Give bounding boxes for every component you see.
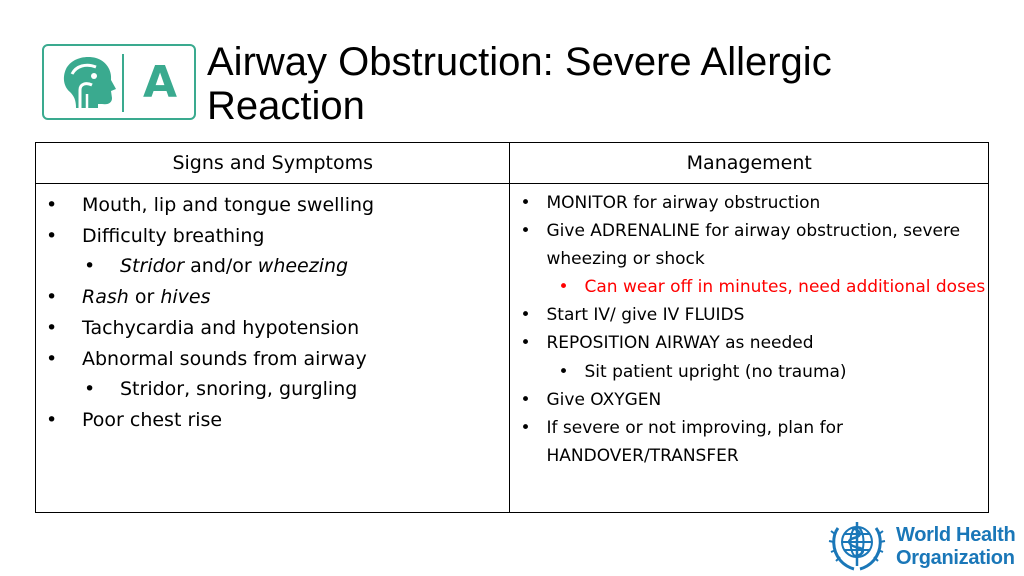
bullet-icon: • (558, 361, 569, 382)
item-text: Rash (82, 286, 129, 309)
list-item (36, 251, 509, 282)
airway-head-icon (56, 54, 118, 112)
who-emblem-icon (826, 516, 888, 574)
item-text: or (128, 286, 161, 309)
list-item (510, 273, 988, 301)
list-item (510, 358, 988, 386)
bullet-icon: • (520, 389, 531, 410)
item-text: Stridor, snoring, gurgling (120, 378, 358, 401)
item-text: Abnormal sounds from airway (82, 347, 367, 370)
item-text: Sit patient upright (no trauma) (584, 361, 847, 382)
signs-management-table (35, 142, 989, 513)
list-item (36, 282, 509, 313)
bullet-icon: • (558, 277, 569, 298)
badge-divider (122, 54, 124, 112)
item-text: Poor chest rise (82, 408, 223, 431)
list-item (510, 301, 988, 329)
table-header-row (36, 143, 989, 184)
airway-badge (42, 44, 196, 120)
management-cell (510, 184, 989, 513)
signs-header: Signs and Symptoms (36, 143, 510, 184)
list-item (36, 374, 509, 405)
list-item (36, 405, 509, 436)
badge-letter: A (142, 57, 178, 108)
list-item (510, 217, 988, 273)
item-text: Give OXYGEN (546, 389, 662, 410)
item-text: hives (160, 286, 211, 309)
bullet-icon: • (520, 333, 531, 354)
bullet-icon: • (520, 193, 531, 213)
bullet-icon: • (46, 316, 58, 339)
item-text: Mouth, lip and tongue swelling (82, 194, 375, 216)
list-item (510, 189, 988, 217)
bullet-icon: • (520, 221, 531, 242)
bullet-icon: • (46, 286, 58, 309)
who-logo-line2: Organization (896, 547, 1015, 569)
list-item (510, 386, 988, 414)
item-text: MONITOR for airway obstruction (546, 193, 821, 213)
bullet-icon: • (46, 224, 58, 247)
bullet-icon: • (520, 305, 531, 326)
who-logo-line1: World Health (896, 524, 1016, 546)
item-text: wheezing (257, 255, 349, 278)
item-text: If severe or not improving, plan for HANDOVER/TRANSFER (546, 417, 843, 466)
bullet-icon: • (46, 408, 58, 431)
management-header: Management (510, 143, 989, 184)
item-text: Stridor (120, 255, 185, 278)
signs-cell (36, 184, 510, 513)
who-logo (826, 516, 1016, 574)
list-item (36, 221, 509, 252)
page-title: Airway Obstruction: Severe Allergic Reaction (207, 40, 832, 128)
bullet-icon: • (84, 255, 96, 278)
table-body-row (36, 184, 989, 513)
list-item (510, 414, 988, 470)
item-text: Tachycardia and hypotension (82, 316, 360, 339)
list-item (36, 190, 509, 221)
bullet-icon: • (84, 378, 96, 401)
list-item (36, 344, 509, 375)
list-item (510, 329, 988, 357)
bullet-icon: • (46, 194, 58, 216)
item-text: Can wear off in minutes, need additional doses (584, 277, 986, 298)
item-text: and/or (184, 255, 258, 278)
item-text: Give ADRENALINE for airway obstruction, severe wheezing or shock (546, 221, 961, 270)
item-text: Start IV/ give IV FLUIDS (546, 305, 745, 326)
signs-list (36, 190, 509, 436)
bullet-icon: • (46, 347, 58, 370)
item-text: REPOSITION AIRWAY as needed (546, 333, 814, 354)
item-text: Difficulty breathing (82, 224, 265, 247)
bullet-icon: • (520, 417, 531, 438)
management-list (510, 189, 988, 470)
list-item (36, 313, 509, 344)
